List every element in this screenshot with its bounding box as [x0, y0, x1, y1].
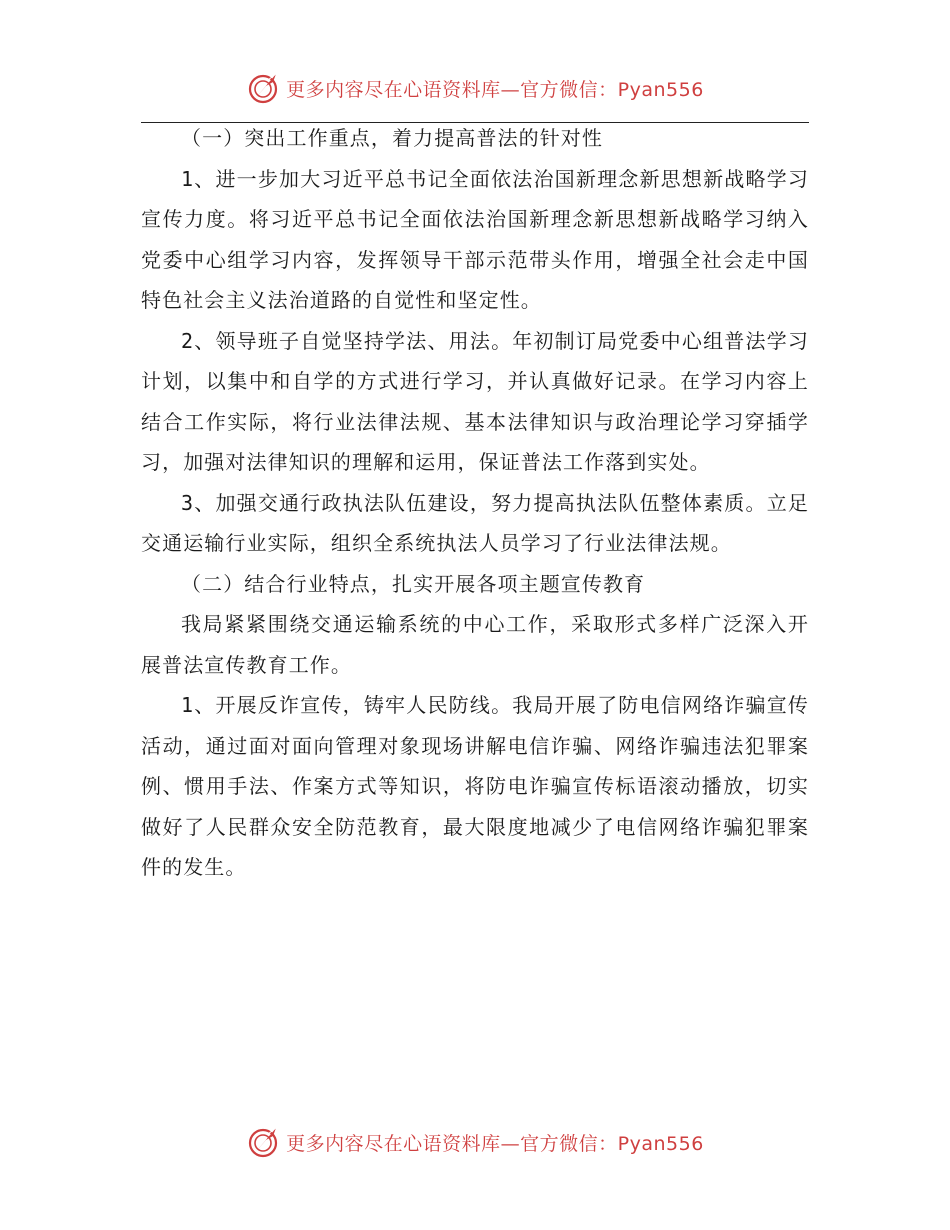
- paragraph: 我局紧紧围绕交通运输系统的中心工作，采取形式多样广泛深入开展普法宣传教育工作。: [141, 612, 809, 677]
- footer-banner: [0, 1122, 950, 1162]
- footer-banner-label: 更多内容尽在心语资料库—官方微信：: [286, 1132, 618, 1155]
- paragraph: 3、加强交通行政执法队伍建设，努力提高执法队伍整体素质。立足交通运输行业实际，组织全系统执法人员学习了行业法律法规。: [141, 490, 809, 555]
- quill-logo-icon: [246, 70, 282, 106]
- paragraph: 2、领导班子自觉坚持学法、用法。年初制订局党委中心组普法学习计划，以集中和自学的方式进行学习，并认真做好记录。在学习内容上结合工作实际，将行业法律法规、基本法律知识与政治理论学习穿插学习，加强对法律知识的理解和运用，保证普法工作落到实处。: [141, 328, 809, 474]
- document-body: [141, 118, 809, 888]
- paragraph: 1、开展反诈宣传，铸牢人民防线。我局开展了防电信网络诈骗宣传活动，通过面对面向管理对象现场讲解电信诈骗、网络诈骗违法犯罪案例、惯用手法、作案方式等知识，将防电诈骗宣传标语滚动播放，切实做好了人民群众安全防范教育，最大限度地减少了电信网络诈骗犯罪案件的发生。: [141, 693, 809, 879]
- header-wechat-handle: Pyan556: [617, 78, 704, 101]
- footer-wechat-handle: Pyan556: [617, 1132, 704, 1155]
- quill-logo-icon: [246, 1124, 282, 1160]
- section-heading-2: （二）结合行业特点，扎实开展各项主题宣传教育: [181, 571, 646, 596]
- paragraph: 1、进一步加大习近平总书记全面依法治国新理念新思想新战略学习宣传力度。将习近平总书记全面依法治国新理念新思想新战略学习纳入党委中心组学习内容，发挥领导干部示范带头作用，增强全社会走中国特色社会主义法治道路的自觉性和坚定性。: [141, 166, 809, 312]
- header-banner-text: [286, 75, 704, 102]
- footer-banner-text: [286, 1129, 704, 1156]
- section-heading-1: （一）突出工作重点，着力提高普法的针对性: [181, 126, 603, 150]
- header-banner: [0, 68, 950, 108]
- header-banner-label: 更多内容尽在心语资料库—官方微信：: [286, 78, 618, 101]
